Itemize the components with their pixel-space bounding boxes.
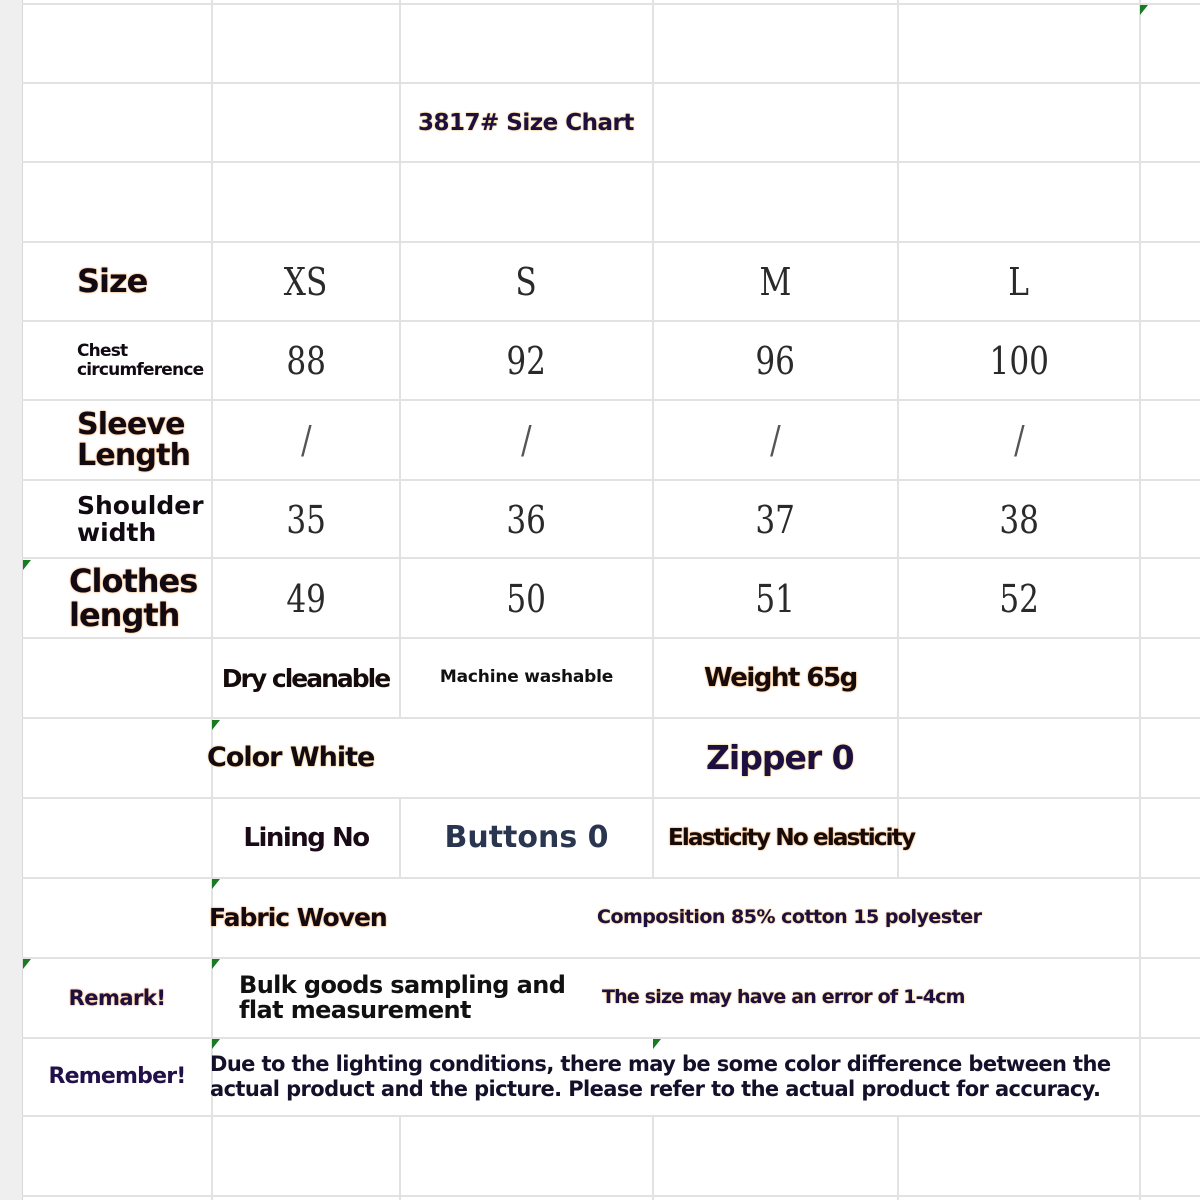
size-header-s[interactable]: S	[515, 260, 538, 304]
row-header-strip	[0, 0, 23, 1200]
chart-title-cell[interactable]	[400, 84, 653, 162]
sleeve-xs[interactable]: /	[300, 418, 312, 462]
shoulder-s[interactable]: 36	[506, 497, 547, 542]
color-cell[interactable]: Color White	[207, 741, 375, 773]
row-label-chest[interactable]: Chest circumference	[77, 341, 204, 380]
grid-line	[897, 1116, 899, 1200]
remember-text-cell[interactable]: Due to the lighting conditions, there may be some color difference between the actual product and the picture. Please refer to the actual product for accuracy.	[210, 1052, 1111, 1101]
remark-error-cell[interactable]: The size may have an error of 1-4cm	[602, 986, 965, 1009]
shoulder-l[interactable]: 38	[999, 497, 1039, 542]
row-label-length[interactable]: Clothes length	[69, 561, 198, 634]
chest-m[interactable]: 96	[755, 339, 796, 383]
length-s[interactable]: 50	[506, 576, 547, 621]
dry-cleanable-cell[interactable]: Dry cleanable	[221, 663, 390, 693]
grid-line	[22, 1115, 1200, 1117]
chart-title: 3817# Size Chart	[418, 109, 634, 136]
grid-line	[1139, 0, 1141, 1200]
row-label-shoulder[interactable]: Shoulder width	[77, 491, 204, 547]
chest-s[interactable]: 92	[506, 339, 547, 383]
size-header-m[interactable]: M	[759, 260, 792, 304]
row-label-size[interactable]: Size	[77, 262, 148, 301]
lining-cell[interactable]: Lining No	[243, 823, 369, 853]
buttons-cell[interactable]: Buttons 0	[444, 820, 609, 856]
length-l[interactable]: 52	[999, 576, 1039, 621]
remark-text-cell[interactable]: Bulk goods sampling and flat measurement	[239, 970, 566, 1024]
remark-label-cell[interactable]: Remark!	[68, 985, 166, 1010]
comment-flag-icon	[1140, 5, 1148, 15]
zipper-cell[interactable]: Zipper 0	[706, 737, 854, 777]
chest-xs[interactable]: 88	[286, 339, 326, 383]
grid-line	[22, 1195, 1200, 1197]
grid-line	[22, 3, 1200, 5]
grid-line	[399, 1116, 401, 1200]
shoulder-xs[interactable]: 35	[286, 497, 326, 542]
length-m[interactable]: 51	[755, 576, 796, 621]
elasticity-cell[interactable]: Elasticity No elasticity	[668, 825, 915, 851]
row-label-sleeve[interactable]: Sleeve Length	[77, 406, 191, 473]
size-header-l[interactable]: L	[1008, 260, 1030, 304]
length-xs[interactable]: 49	[286, 576, 326, 621]
shoulder-m[interactable]: 37	[755, 497, 796, 542]
composition-cell[interactable]: Composition 85% cotton 15 polyester	[597, 906, 982, 929]
sleeve-s[interactable]: /	[521, 418, 532, 462]
remember-label-cell[interactable]: Remember!	[48, 1064, 186, 1090]
sleeve-m[interactable]: /	[770, 418, 781, 462]
weight-cell[interactable]: Weight 65g	[704, 663, 857, 693]
fabric-cell[interactable]: Fabric Woven	[209, 902, 387, 932]
grid-line	[652, 1116, 654, 1200]
machine-washable-cell[interactable]: Machine washable	[439, 667, 614, 688]
chest-l[interactable]: 100	[989, 339, 1049, 383]
sleeve-l[interactable]: /	[1013, 418, 1025, 462]
size-header-xs[interactable]: XS	[284, 260, 328, 304]
